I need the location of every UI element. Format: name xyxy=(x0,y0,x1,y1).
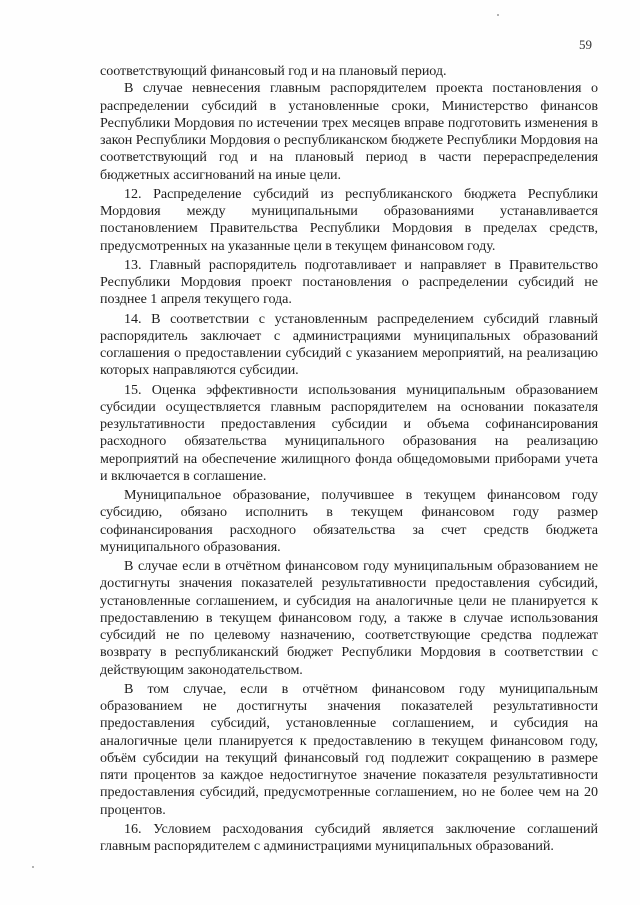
scan-speck xyxy=(32,866,34,868)
paragraph-15: 15. Оценка эффективности использования муниципальным образованием субсидии осуществляется главным распорядителем на основании показателя результативности предоставления субсидии и объема софинансирования расходного обязательства муниципального образования на реализацию мероприятий на обеспечение жилищного фонда общедомовыми приборами учета и включается в соглашение. xyxy=(100,381,598,484)
document-body xyxy=(100,63,598,855)
paragraph-cofinancing: Муниципальное образование, получившее в текущем финансовом году субсидию, обязано исполнить в текущем финансовом году размер софинансирования расходного обязательства за счет средств бюджета муниципального образования. xyxy=(100,487,598,555)
paragraph-13: 13. Главный распорядитель подготавливает и направляет в Правительство Республики Мордовия проект постановления о распределении субсидий не позднее 1 апреля текущего года. xyxy=(100,256,598,308)
paragraph-refund: В случае если в отчётном финансовом году муниципальным образованием не достигнуты значения показателей результативности предоставления субсидий, установленные соглашением, и субсидия на аналогичные цели не планируется к предоставлению в текущем финансовом году, а также в случае использования субсидий не по целевому назначению, соответствующие средства подлежат возврату в республиканский бюджет Республики Мордовия в соответствии с действующим законодательством. xyxy=(100,558,598,678)
paragraph-16: 16. Условием расходования субсидий является заключение соглашений главным распорядителем с администрациями муниципальных образований. xyxy=(100,820,598,854)
scan-speck xyxy=(497,14,499,16)
paragraph-reduction: В том случае, если в отчётном финансовом году муниципальным образованием не достигнуты значения показателей результативности предоставления субсидий, установленные соглашением, и субсидия на аналогичные цели планируется к предоставлению в текущем финансовом году, объём субсидии на текущий финансовый год подлежит сокращению в размере пяти процентов за каждое недостигнутое значение показателя результативности предоставления субсидий, предусмотренные соглашением, но не более чем на 20 процентов. xyxy=(100,680,598,818)
paragraph-12: 12. Распределение субсидий из республиканского бюджета Республики Мордовия между муниципальными образованиями устанавливается постановлением Правительства Республики Мордовия в пределах средств, предусмотренных на указанные цели в текущем финансовом году. xyxy=(100,185,598,254)
page-number: 59 xyxy=(579,37,592,52)
paragraph-14: 14. В соответствии с установленным распределением субсидий главный распорядитель заключает с администрациями муниципальных образований соглашения о предоставлении субсидий с указанием мероприятий, на реализацию которых направляются субсидии. xyxy=(100,310,598,379)
paragraph-continuation: соответствующий финансовый год и на плановый период. xyxy=(100,63,447,79)
paragraph-no-submission: В случае невнесения главным распорядителем проекта постановления о распределении субсидий в установленные сроки, Министерство финансов Республики Мордовия по истечении трех месяцев вправе подготовить изменения в закон Республики Мордовия о республиканском бюджете Республики Мордовия на соответствующий год и на плановый период в части перераспределения бюджетных ассигнований на иные цели. xyxy=(100,80,598,183)
